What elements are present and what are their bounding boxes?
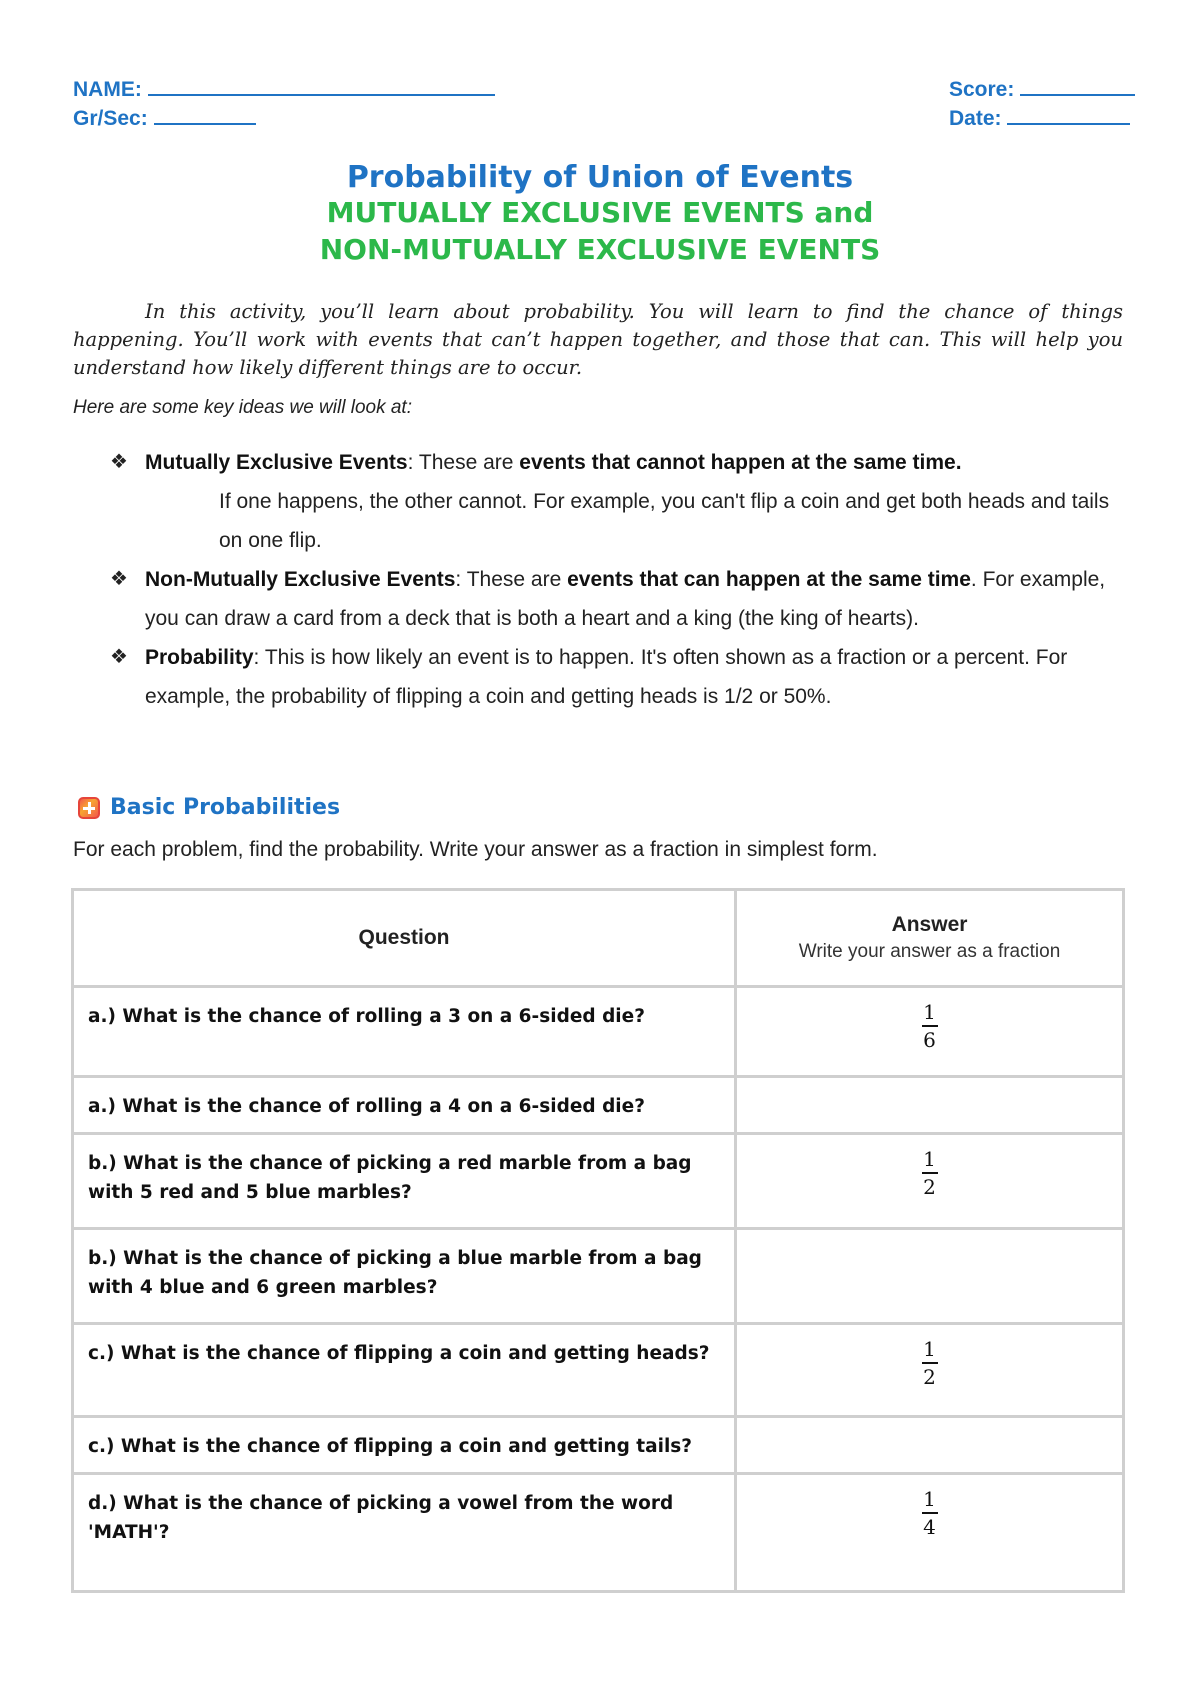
fraction-denominator: 4 xyxy=(923,1515,936,1539)
bullet-text: : This is how likely an event is to happen. It's often shown as a fraction or a percent. For example, the probability of flipping a coin and getting heads is 1/2 or 50%. xyxy=(145,646,1068,708)
answer-cell[interactable] xyxy=(736,1474,1124,1592)
answer-header-sub: Write your answer as a fraction xyxy=(798,941,1061,962)
question-cell xyxy=(73,1229,736,1324)
page-subtitle-2: NON-MUTUALLY EXCLUSIVE EVENTS xyxy=(319,233,881,266)
question-cell xyxy=(73,1474,736,1592)
table-row xyxy=(73,1417,1124,1474)
key-ideas-list xyxy=(110,443,1110,716)
bullet-emphasis: events that can happen at the same time xyxy=(567,568,971,591)
question-cell xyxy=(73,987,736,1077)
page-subtitle-1: MUTUALLY EXCLUSIVE EVENTS and xyxy=(326,196,874,229)
answer-cell[interactable] xyxy=(736,1324,1124,1417)
key-ideas-label: Here are some key ideas we will look at: xyxy=(73,397,412,418)
bullet-mutually-exclusive xyxy=(110,443,1110,560)
bullet-term: Probability xyxy=(145,646,254,669)
score-field[interactable] xyxy=(949,76,1135,102)
question-label: c.) xyxy=(88,1343,115,1364)
answer-cell[interactable] xyxy=(736,1134,1124,1229)
diamond-bullet-icon: ❖ xyxy=(110,646,128,668)
section-heading xyxy=(78,795,340,820)
table-row xyxy=(73,1229,1124,1324)
table-row xyxy=(73,987,1124,1077)
question-label: b.) xyxy=(88,1153,117,1174)
answer-fraction xyxy=(922,1000,938,1052)
question-text: What is the chance of rolling a 4 on a 6-sided die? xyxy=(115,1096,645,1117)
name-blank[interactable] xyxy=(148,76,495,96)
name-label: NAME: xyxy=(73,78,142,101)
answer-cell-empty[interactable] xyxy=(736,1229,1124,1324)
grid-icon xyxy=(78,797,100,819)
question-label: a.) xyxy=(88,1006,116,1027)
name-field[interactable] xyxy=(73,76,495,102)
page-title: Probability of Union of Events xyxy=(346,160,854,195)
fraction-numerator: 1 xyxy=(923,1000,936,1024)
bullet-emphasis: events that cannot happen at the same time. xyxy=(519,451,962,474)
date-blank[interactable] xyxy=(1007,105,1130,125)
intro-paragraph: In this activity, you’ll learn about probability. You will learn to find the chance of things happening. You’ll work with events that can’t happen together, and those that can. This will help you understand how likely different things are to occur. xyxy=(73,300,1123,379)
fraction-bar xyxy=(922,1512,938,1514)
diamond-bullet-icon: ❖ xyxy=(110,568,128,590)
fraction-bar xyxy=(922,1172,938,1174)
question-cell xyxy=(73,1134,736,1229)
grsec-label: Gr/Sec: xyxy=(73,107,148,130)
bullet-subtext: If one happens, the other cannot. For example, you can't flip a coin and get both heads and tails on one flip. xyxy=(219,490,1110,552)
score-blank[interactable] xyxy=(1020,76,1135,96)
question-cell xyxy=(73,1324,736,1417)
bullet-text-post: . For example, you can draw a card from a deck that is both a heart and a king (the king of hearts). xyxy=(145,568,1106,630)
fraction-denominator: 2 xyxy=(923,1175,936,1199)
answer-cell[interactable] xyxy=(736,987,1124,1077)
answer-cell-empty[interactable] xyxy=(736,1077,1124,1134)
fraction-bar xyxy=(922,1025,938,1027)
answer-fraction xyxy=(922,1147,938,1199)
date-field[interactable] xyxy=(949,105,1130,131)
date-label: Date: xyxy=(949,107,1002,130)
score-label: Score: xyxy=(949,78,1015,101)
fraction-denominator: 6 xyxy=(923,1028,936,1052)
fraction-denominator: 2 xyxy=(923,1365,936,1389)
bullet-term: Mutually Exclusive Events xyxy=(145,451,408,474)
question-text: What is the chance of flipping a coin and getting heads? xyxy=(114,1343,710,1364)
question-cell xyxy=(73,1077,736,1134)
bullet-term: Non-Mutually Exclusive Events xyxy=(145,568,456,591)
table-row xyxy=(73,1474,1124,1592)
question-label: d.) xyxy=(88,1493,117,1514)
table-row xyxy=(73,1324,1124,1417)
fraction-bar xyxy=(922,1362,938,1364)
question-text: What is the chance of picking a red marble from a bag with 5 red and 5 blue marbles? xyxy=(88,1153,692,1203)
question-text: What is the chance of rolling a 3 on a 6-sided die? xyxy=(115,1006,645,1027)
grsec-field[interactable] xyxy=(73,105,256,131)
answer-header-label: Answer xyxy=(891,913,968,936)
question-label: b.) xyxy=(88,1248,117,1269)
bullet-probability xyxy=(110,638,1110,716)
fraction-numerator: 1 xyxy=(923,1337,936,1361)
grsec-blank[interactable] xyxy=(154,105,256,125)
question-cell xyxy=(73,1417,736,1474)
table-row xyxy=(73,1077,1124,1134)
bullet-text: : These are xyxy=(407,451,520,474)
question-text: What is the chance of picking a blue marble from a bag with 4 blue and 6 green marbles? xyxy=(88,1248,702,1298)
answer-cell-empty[interactable] xyxy=(736,1417,1124,1474)
answer-fraction xyxy=(922,1487,938,1539)
section-instructions: For each problem, find the probability. Write your answer as a fraction in simplest form. xyxy=(73,838,878,861)
question-text: What is the chance of picking a vowel from the word 'MATH'? xyxy=(88,1493,674,1543)
answer-fraction xyxy=(922,1337,938,1389)
question-label: a.) xyxy=(88,1096,116,1117)
questions-table xyxy=(71,888,1125,1593)
table-header-row xyxy=(73,890,1124,987)
column-header-answer xyxy=(736,890,1124,987)
fraction-numerator: 1 xyxy=(923,1487,936,1511)
question-label: c.) xyxy=(88,1436,115,1457)
fraction-numerator: 1 xyxy=(923,1147,936,1171)
bullet-non-mutually-exclusive xyxy=(110,560,1110,638)
bullet-text: : These are xyxy=(455,568,568,591)
diamond-bullet-icon: ❖ xyxy=(110,451,128,473)
column-header-question: Question xyxy=(73,890,736,987)
question-text: What is the chance of flipping a coin and getting tails? xyxy=(114,1436,693,1457)
section-title: Basic Probabilities xyxy=(110,795,341,820)
table-row xyxy=(73,1134,1124,1229)
